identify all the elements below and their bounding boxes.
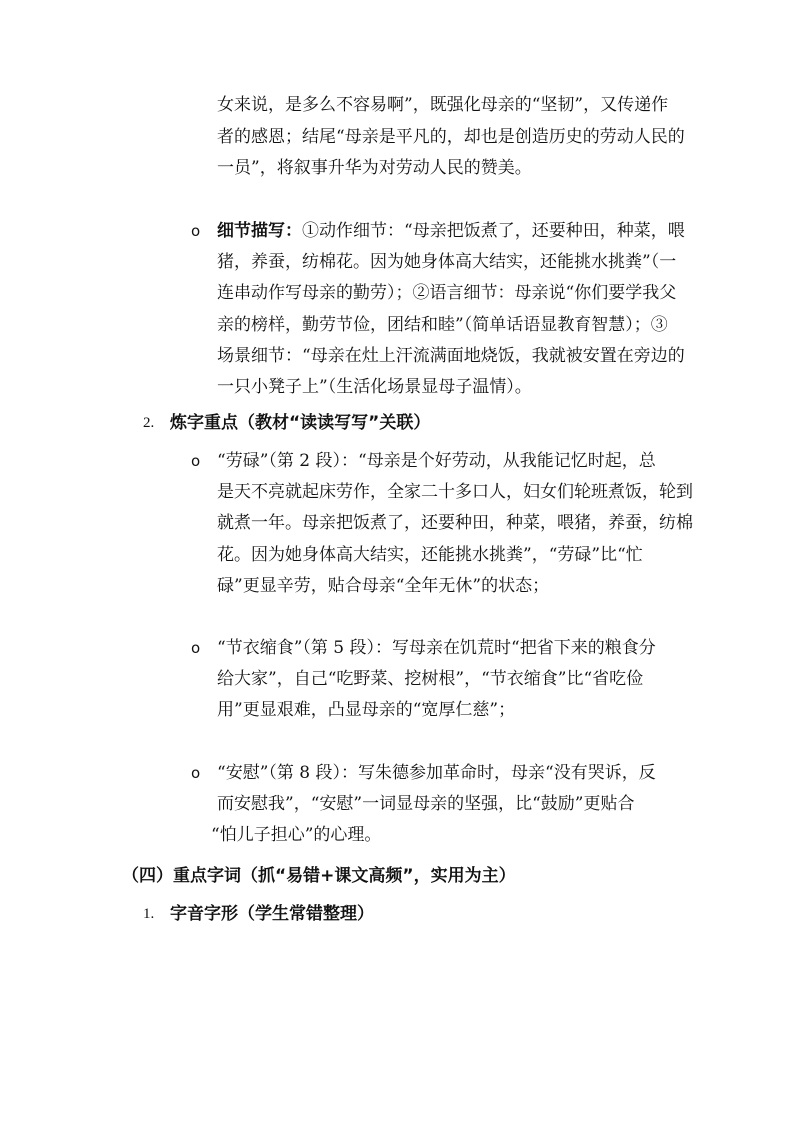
detail-line: 猪，养蚕，纺棉花。因为她身体高大结实，还能挑水挑粪”（一: [217, 252, 677, 272]
bullet-line: 给大家”，自己“吃野菜、挖树根”，“节衣缩食”比“省吃俭: [217, 669, 644, 689]
detail-line: 场景细节：“母亲在灶上汗流满面地烧饭，我就被安置在旁边的: [217, 346, 685, 366]
section-number: 1.: [143, 906, 155, 922]
bullet-marker: o: [191, 764, 201, 782]
detail-term: 细节描写：: [217, 221, 302, 241]
bullet-line: 碌”更显辛劳，贴合母亲“全年无休”的状态；: [217, 576, 550, 596]
bullet-line: 而安慰我”，“安慰”一词显母亲的坚强，比“鼓励”更贴合: [217, 794, 635, 814]
bullet-line: 是天不亮就起床劳作，全家二十多口人，妇女们轮班煮饭，轮到: [217, 482, 693, 502]
bullet-line: “怕儿子担心”的心理。: [211, 825, 382, 845]
bullet-line: “节衣缩食”（第 5 段）：写母亲在饥荒时“把省下来的粮食分: [217, 638, 656, 658]
detail-line: ①动作细节：“母亲把饭煮了，还要种田，种菜，喂: [302, 221, 685, 241]
detail-line: 亲的榜样，勤劳节俭，团结和睦”（简单话语显教育智慧）；③: [217, 315, 668, 335]
intro-line: 一员”，将叙事升华为对劳动人民的赞美。: [217, 158, 532, 178]
bullet-line: 花。因为她身体高大结实，还能挑水挑粪”，“劳碌”比“忙: [217, 545, 643, 565]
bullet-marker: o: [191, 452, 201, 470]
section-title: （四）重点字词（抓“易错+课文高频”，实用为主）: [122, 866, 516, 886]
bullet-line: “安慰”（第 8 段）：写朱德参加革命时，母亲“没有哭诉，反: [217, 763, 656, 783]
intro-line: 女来说，是多么不容易啊”，既强化母亲的“坚韧”，又传递作: [217, 95, 669, 115]
bullet-marker: o: [191, 222, 201, 240]
intro-line: 者的感恩；结尾“母亲是平凡的，却也是创造历史的劳动人民的: [217, 127, 685, 147]
bullet-line: “劳碌”（第 2 段）：“母亲是个好劳动，从我能记忆时起，总: [217, 451, 656, 471]
section-number: 2.: [143, 415, 155, 431]
section-title: 炼字重点（教材“读读写写”关联）: [170, 413, 431, 433]
bullet-line: 就煮一年。母亲把饭煮了，还要种田，种菜，喂猪，养蚕，纺棉: [217, 513, 693, 533]
bullet-marker: o: [191, 639, 201, 657]
detail-line: 连串动作写母亲的勤劳）；②语言细节：母亲说“你们要学我父: [217, 283, 677, 303]
bullet-line: 用”更显艰难，凸显母亲的“宽厚仁慈”；: [217, 700, 516, 720]
detail-line-first: [217, 216, 685, 247]
section-title: 字音字形（学生常错整理）: [170, 904, 374, 924]
detail-line: 一只小凳子上”（生活化场景显母子温情）。: [217, 377, 532, 397]
